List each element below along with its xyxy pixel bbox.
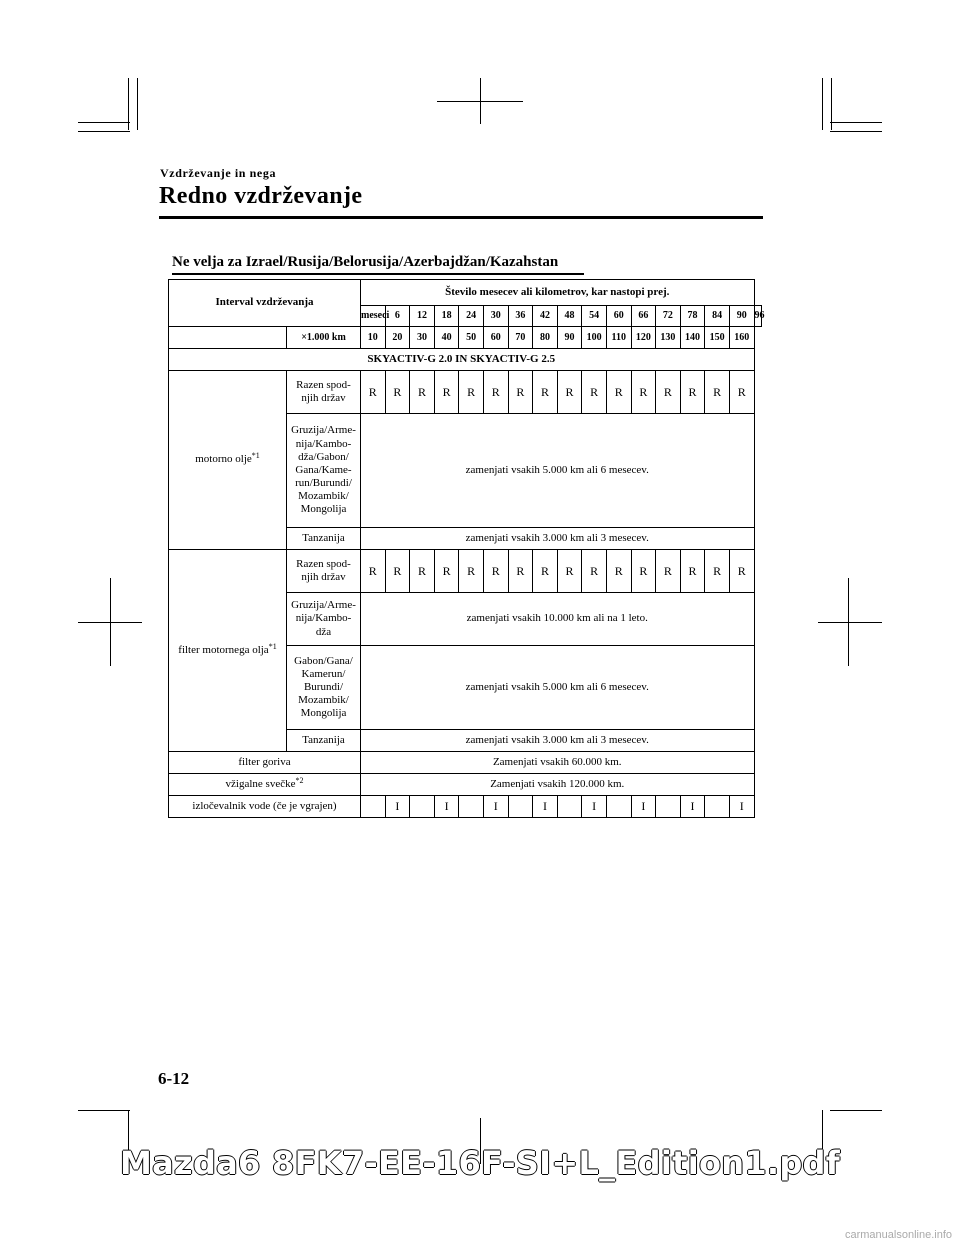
interval-text: Zamenjati vsakih 60.000 km. bbox=[361, 752, 755, 774]
km-cell: 130 bbox=[656, 327, 681, 349]
km-cell: 50 bbox=[459, 327, 484, 349]
mark-cell: R bbox=[656, 550, 681, 593]
months-cell: 84 bbox=[705, 306, 730, 327]
mark-cell bbox=[410, 796, 435, 818]
months-cell: 18 bbox=[434, 306, 459, 327]
title-rule bbox=[159, 216, 763, 219]
mark-cell: R bbox=[385, 371, 410, 414]
mark-cell: R bbox=[729, 550, 754, 593]
table-row bbox=[169, 796, 762, 818]
header-row-count bbox=[169, 280, 762, 306]
months-cell: 60 bbox=[606, 306, 631, 327]
months-cell: 54 bbox=[582, 306, 607, 327]
mark-cell: I bbox=[434, 796, 459, 818]
mark-cell: I bbox=[729, 796, 754, 818]
region-label: Gruzija/Arme- nija/Kambo- dža bbox=[287, 593, 361, 646]
mark-cell: R bbox=[533, 550, 558, 593]
mark-cell: R bbox=[582, 371, 607, 414]
mark-cell: I bbox=[533, 796, 558, 818]
table-row bbox=[169, 371, 762, 414]
mark-cell: R bbox=[582, 550, 607, 593]
engine-section-row bbox=[169, 349, 762, 371]
mark-cell bbox=[656, 796, 681, 818]
mark-cell: I bbox=[582, 796, 607, 818]
mark-cell: R bbox=[705, 371, 730, 414]
km-cell: 90 bbox=[557, 327, 582, 349]
mark-cell: R bbox=[434, 371, 459, 414]
interval-text: zamenjati vsakih 3.000 km ali 3 mesecev. bbox=[361, 730, 755, 752]
footnote-mark: *1 bbox=[251, 451, 260, 461]
table-row bbox=[169, 752, 762, 774]
mark-cell: R bbox=[483, 550, 508, 593]
months-cell: 48 bbox=[557, 306, 582, 327]
table-subtitle: Ne velja za Izrael/Rusija/Belorusija/Azerbajdžan/Kazahstan bbox=[172, 254, 559, 270]
interval-text: zamenjati vsakih 5.000 km ali 6 mesecev. bbox=[361, 414, 755, 528]
interval-text: zamenjati vsakih 3.000 km ali 3 mesecev. bbox=[361, 528, 755, 550]
region-label: Razen spod- njih držav bbox=[287, 550, 361, 593]
months-cell: 78 bbox=[680, 306, 705, 327]
footnote-mark: *1 bbox=[268, 641, 277, 651]
footnote-mark: *2 bbox=[295, 775, 304, 785]
interval-label: Interval vzdrževanja bbox=[169, 280, 361, 327]
mark-cell: R bbox=[483, 371, 508, 414]
spark-plugs-label: vžigalne svečke$^{*2}$ bbox=[169, 774, 361, 796]
km-cell: 80 bbox=[533, 327, 558, 349]
mark-cell: R bbox=[410, 550, 435, 593]
region-label: Tanzanija bbox=[287, 528, 361, 550]
mark-cell bbox=[508, 796, 533, 818]
water-separator-label: izločevalnik vode (če je vgrajen) bbox=[169, 796, 361, 818]
oil-filter-label: filter motornega olja$^{*1}$ bbox=[169, 550, 287, 752]
km-cell: 120 bbox=[631, 327, 656, 349]
count-header: Število mesecev ali kilometrov, kar nastopi prej. bbox=[361, 280, 755, 306]
mark-cell: R bbox=[680, 371, 705, 414]
mark-cell: R bbox=[361, 550, 386, 593]
mark-cell: I bbox=[483, 796, 508, 818]
region-label: Gruzija/Arme- nija/Kambo- dža/Gabon/ Gana/Kame- run/Burundi/ Mozambik/ Mongolija bbox=[287, 414, 361, 528]
table-row bbox=[169, 774, 762, 796]
months-cell: 96 bbox=[754, 306, 761, 327]
mark-cell: R bbox=[459, 371, 484, 414]
km-cell: 140 bbox=[680, 327, 705, 349]
region-label: Razen spod- njih držav bbox=[287, 371, 361, 414]
mark-cell bbox=[557, 796, 582, 818]
months-cell: 30 bbox=[483, 306, 508, 327]
mark-cell: R bbox=[533, 371, 558, 414]
months-cell: 36 bbox=[508, 306, 533, 327]
footer-file-title: Mazda6 8FK7-EE-16F-SI+L_Edition1.pdf bbox=[119, 1144, 840, 1182]
mark-cell: R bbox=[508, 550, 533, 593]
mark-cell: R bbox=[606, 371, 631, 414]
mark-cell: I bbox=[385, 796, 410, 818]
mark-cell: R bbox=[557, 550, 582, 593]
section-label: Vzdrževanje in nega bbox=[160, 166, 277, 180]
months-cell: 6 bbox=[385, 306, 410, 327]
interval-text: Zamenjati vsakih 120.000 km. bbox=[361, 774, 755, 796]
mark-cell: R bbox=[729, 371, 754, 414]
oil-label: motorno olje$^{*1}$ bbox=[169, 371, 287, 550]
mark-cell: R bbox=[361, 371, 386, 414]
km-cell: 20 bbox=[385, 327, 410, 349]
months-cell: 90 bbox=[729, 306, 754, 327]
region-label: Tanzanija bbox=[287, 730, 361, 752]
mark-cell: I bbox=[680, 796, 705, 818]
km-cell: 100 bbox=[582, 327, 607, 349]
region-label: Gabon/Gana/ Kamerun/ Burundi/ Mozambik/ Mongolija bbox=[287, 646, 361, 730]
months-cell: 12 bbox=[410, 306, 435, 327]
km-cell: 110 bbox=[606, 327, 631, 349]
km-cell: 150 bbox=[705, 327, 730, 349]
fuel-filter-label: filter goriva bbox=[169, 752, 361, 774]
km-cell: 60 bbox=[483, 327, 508, 349]
km-row bbox=[169, 327, 762, 349]
months-label: meseci bbox=[361, 306, 386, 327]
km-cell: 70 bbox=[508, 327, 533, 349]
mark-cell: R bbox=[631, 550, 656, 593]
months-cell: 42 bbox=[533, 306, 558, 327]
months-cell: 66 bbox=[631, 306, 656, 327]
mark-cell: R bbox=[410, 371, 435, 414]
mark-cell: I bbox=[631, 796, 656, 818]
months-cell: 24 bbox=[459, 306, 484, 327]
watermark: carmanualsonline.info bbox=[844, 1229, 952, 1241]
page-number: 6-12 bbox=[158, 1069, 190, 1088]
mark-cell: R bbox=[508, 371, 533, 414]
mark-cell: R bbox=[434, 550, 459, 593]
km-cell: 10 bbox=[361, 327, 386, 349]
interval-text: zamenjati vsakih 10.000 km ali na 1 leto. bbox=[361, 593, 755, 646]
mark-cell bbox=[459, 796, 484, 818]
mark-cell: R bbox=[385, 550, 410, 593]
km-label: ×1.000 km bbox=[287, 327, 361, 349]
mark-cell: R bbox=[631, 371, 656, 414]
page-title: Redno vzdrževanje bbox=[159, 183, 363, 209]
mark-cell: R bbox=[557, 371, 582, 414]
mark-cell: R bbox=[606, 550, 631, 593]
mark-cell bbox=[606, 796, 631, 818]
km-cell: 40 bbox=[434, 327, 459, 349]
km-cell: 30 bbox=[410, 327, 435, 349]
table-row bbox=[169, 550, 762, 593]
mark-cell: R bbox=[459, 550, 484, 593]
mark-cell bbox=[705, 796, 730, 818]
mark-cell: R bbox=[656, 371, 681, 414]
km-cell: 160 bbox=[729, 327, 754, 349]
subtitle-underline bbox=[172, 273, 584, 275]
engine-section-label: SKYACTIV-G 2.0 IN SKYACTIV-G 2.5 bbox=[169, 349, 755, 371]
maintenance-table bbox=[168, 279, 765, 818]
mark-cell: R bbox=[705, 550, 730, 593]
interval-text: zamenjati vsakih 5.000 km ali 6 mesecev. bbox=[361, 646, 755, 730]
months-cell: 72 bbox=[656, 306, 681, 327]
mark-cell: R bbox=[680, 550, 705, 593]
